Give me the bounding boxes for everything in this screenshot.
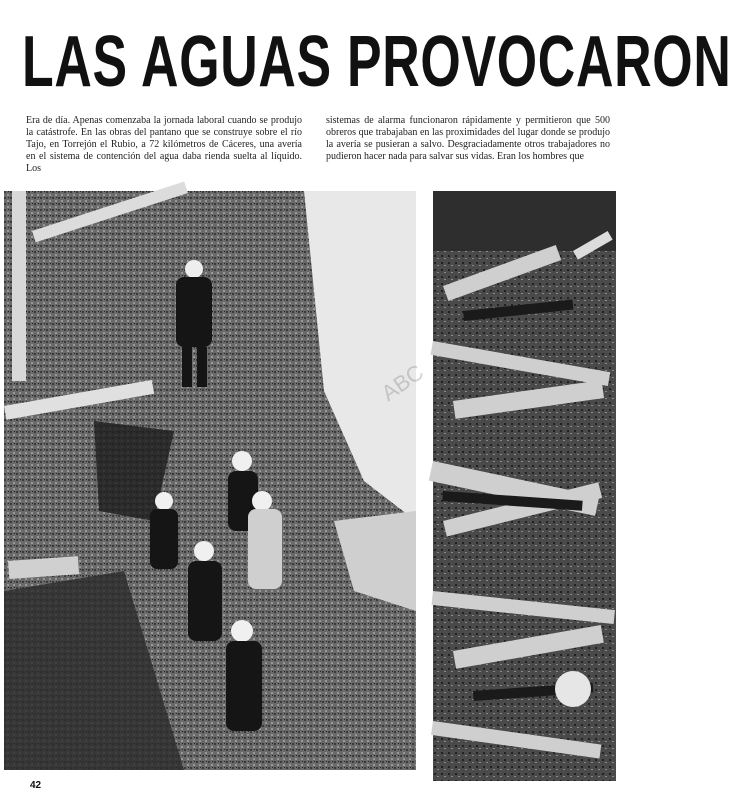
page-number: 42 [30, 780, 42, 791]
side-photo [433, 191, 616, 781]
article-column-right: sistemas de alarma funcionaron rápidamente y permitieron que 500 obreros que trabajaban en las proximidades del lugar donde se produjo la avería se pusieran a salvo. Desgraciadamente otros trabajadores no pudieron hacer nada para salvar sus vidas. Eran los hombres que [326, 115, 610, 162]
watermark: ABC [376, 359, 429, 406]
headline: LAS AGUAS PROVOCARON [22, 22, 731, 102]
article-column-left: Era de día. Apenas comenzaba la jornada laboral cuando se produjo la catástrofe. En las obras del pantano que se construye sobre el río Tajo, en Torrejón el Rubio, a 72 kilómetros de Cáceres, una avería en el sistema de contención del agua daba rienda suelta al líquido. Los [26, 115, 302, 174]
main-photo [4, 191, 416, 770]
